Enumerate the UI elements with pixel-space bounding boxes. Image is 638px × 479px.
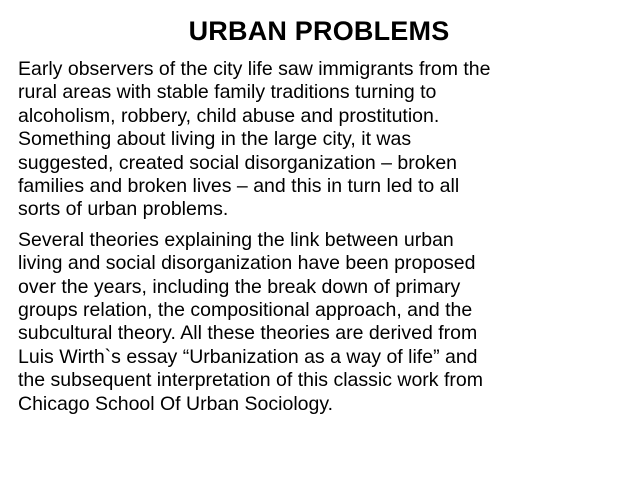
slide-title: URBAN PROBLEMS [188, 16, 450, 46]
body-paragraph: Several theories explaining the link between urban living and social disorganization have been proposed over the years, including the break down of primary groups relation, the compositional approach, and the subcultural theory. All these theories are derived from Luis Wirth`s essay “Urbanization as a way of life” and the subsequent interpretation of this classic work from Chicago School Of Urban Sociology. [18, 228, 483, 415]
slide-body [18, 58, 628, 423]
body-paragraph: Early observers of the city life saw immigrants from the rural areas with stable family traditions turning to alcoholism, robbery, child abuse and prostitution. Something about living in the large city, it was suggested, created social disorganization – broken families and broken lives – and this in turn led to all sorts of urban problems. [18, 58, 491, 221]
